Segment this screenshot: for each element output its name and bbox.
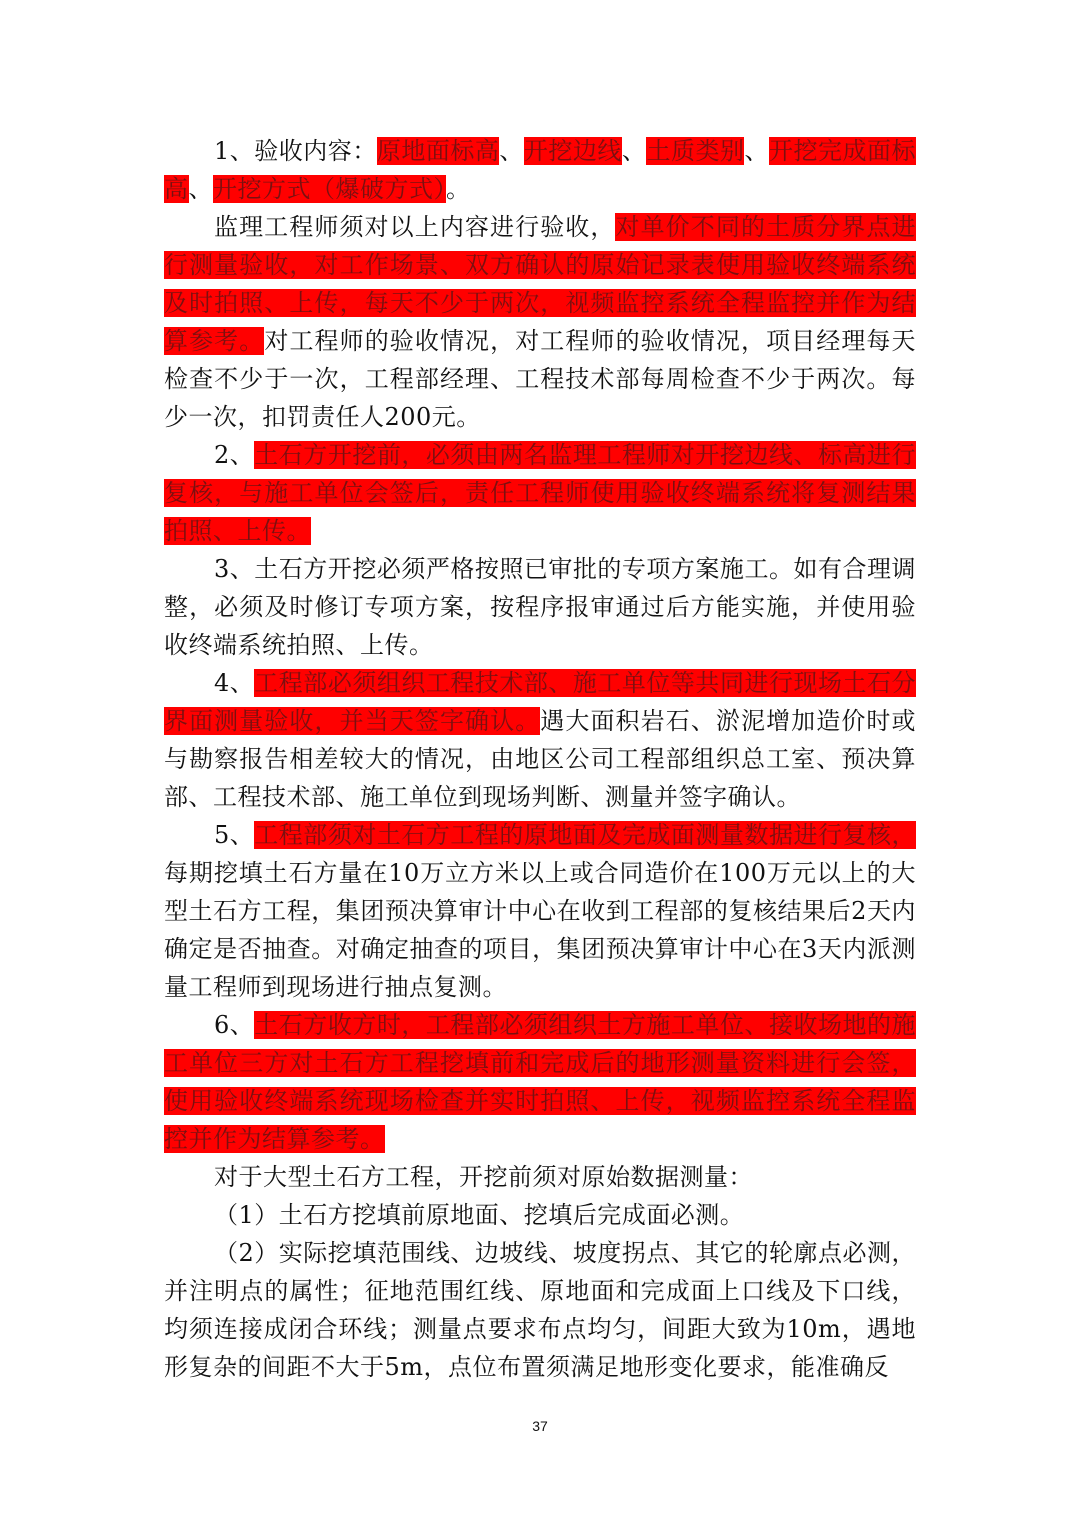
page-number: 37	[532, 1418, 548, 1434]
paragraph	[164, 664, 916, 816]
highlighted-text: 开挖边线	[523, 137, 622, 165]
text-run: 遇大面积岩石、淤泥增加造价时或与勘察报告相差较大的情况，由地区公司工程部组织总工室、预决算部、工程技术部、施工单位到现场判断、测量并签字确认。	[164, 707, 917, 811]
text-run: 每期挖填土石方量在10万立方米以上或合同造价在100万元以上的大型土石方工程，集团预决算审计中心在收到工程部的复核结果后2天内确定是否抽查。对确定抽查的项目，集团预决算审计中心在3天内派测量工程师到现场进行抽点复测。	[164, 859, 916, 1001]
paragraph	[164, 1234, 916, 1386]
text-run: 、	[499, 137, 524, 165]
highlighted-text: 土质类别	[646, 137, 745, 165]
text-run: 5、	[214, 821, 255, 849]
text-run: 、	[188, 175, 213, 203]
highlighted-text: 对单价不同的土质分界点进行测量验收，对工作场景、双方确认的原始记录表使用验收终端系统及时拍照、上传，每天不少于两次，视频监控系统全程监控并作为结算参考。	[164, 213, 917, 355]
text-run: 对工程师的验收情况，对工程师的验收情况，项目经理每天检查不少于一次，工程部经理、工程技术部每周检查不少于两次。每少一次，扣罚责任人200元。	[164, 327, 917, 431]
paragraph	[164, 436, 916, 550]
text-run: 1、验收内容：	[214, 137, 377, 165]
highlighted-text: 开挖完成面标高	[164, 137, 917, 203]
highlighted-text: 土石方开挖前，必须由两名监理工程师对开挖边线、标高进行复核，与施工单位会签后，责任工程师使用验收终端系统将复测结果拍照、上传。	[164, 441, 916, 545]
paragraph	[164, 1196, 916, 1234]
text-run: 、	[621, 137, 647, 165]
text-run: （1）土石方挖填前原地面、挖填后完成面必测。	[214, 1201, 745, 1229]
text-run: 、	[744, 137, 769, 165]
paragraph	[164, 208, 916, 436]
paragraph	[164, 1006, 916, 1158]
text-run: 监理工程师须对以上内容进行验收，	[214, 213, 616, 241]
paragraph	[164, 132, 916, 208]
text-run: 6、	[214, 1011, 255, 1039]
text-run: 2、	[214, 441, 255, 469]
text-run: 。	[446, 175, 471, 203]
paragraph	[164, 816, 916, 1006]
document-body	[164, 132, 916, 1386]
highlighted-text: 开挖方式（爆破方式）	[213, 175, 446, 203]
highlighted-text: 原地面标高	[376, 137, 500, 165]
text-run: 3、土石方开挖必须严格按照已审批的专项方案施工。如有合理调整，必须及时修订专项方案，按程序报审通过后方能实施，并使用验收终端系统拍照、上传。	[164, 555, 916, 659]
text-run: （2）实际挖填范围线、边坡线、坡度拐点、其它的轮廓点必测，并注明点的属性；征地范围红线、原地面和完成面上口线及下口线，均须连接成闭合环线；测量点要求布点均匀，间距大致为10m，遇地形复杂的间距不大于5m，点位布置须满足地形变化要求，能准确反	[164, 1239, 916, 1381]
highlighted-text: 土石方收方时，工程部必须组织土方施工单位、接收场地的施工单位三方对土石方工程挖填前和完成后的地形测量资料进行会签，使用验收终端系统现场检查并实时拍照、上传，视频监控系统全程监控并作为结算参考。	[164, 1011, 916, 1153]
text-run: 4、	[214, 669, 255, 697]
highlighted-text: 工程部必须组织工程技术部、施工单位等共同进行现场土石分界面测量验收，并当天签字确认。	[164, 669, 916, 735]
paragraph	[164, 1158, 916, 1196]
highlighted-text: 工程部须对土石方工程的原地面及完成面测量数据进行复核，	[254, 821, 916, 849]
text-run: 对于大型土石方工程，开挖前须对原始数据测量：	[214, 1163, 753, 1191]
paragraph	[164, 550, 916, 664]
